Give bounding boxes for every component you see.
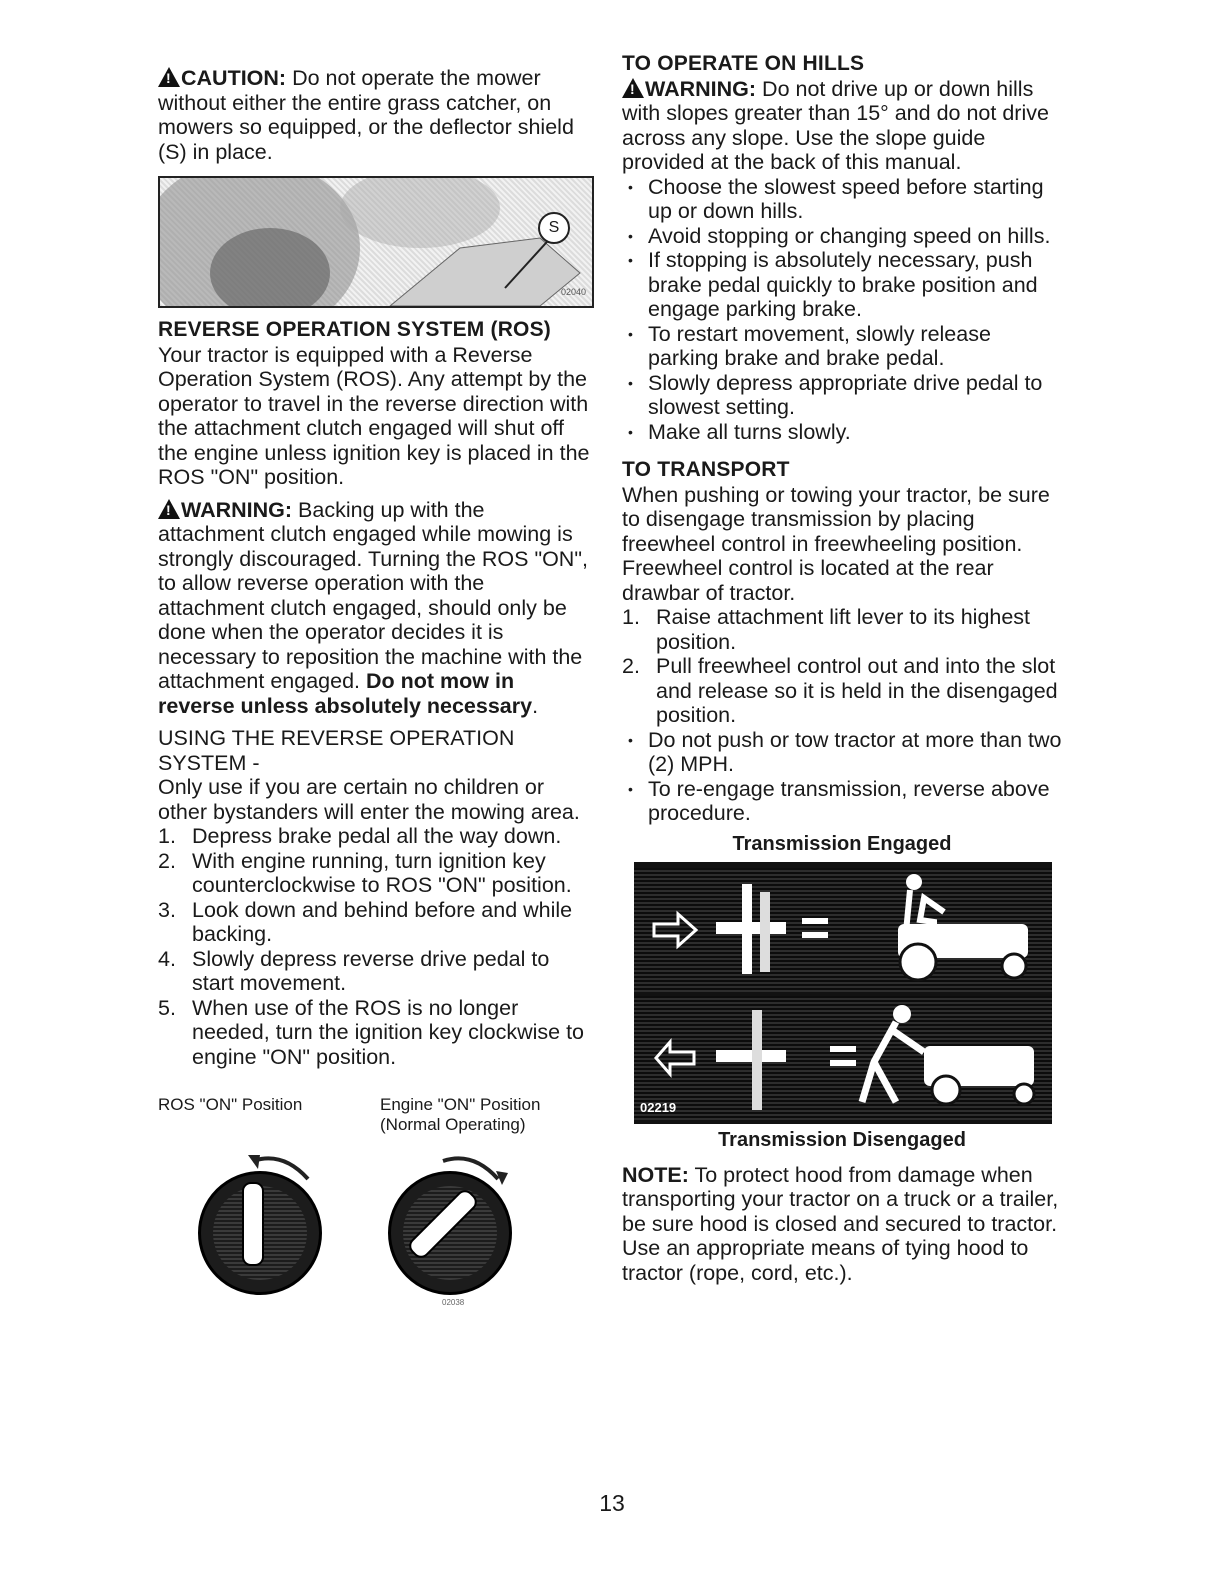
caution-paragraph xyxy=(158,66,590,164)
engine-on-ignition-knob xyxy=(388,1171,512,1295)
list-item: 2. With engine running, turn ignition key counterclockwise to ROS "ON" position. xyxy=(158,848,572,897)
list-item: • To restart movement, slowly release parking brake and brake pedal. xyxy=(622,322,1062,371)
ros-body: Your tractor is equipped with a Reverse Operation System (ROS). Any attempt by the operator to travel in the reverse direction with the attachment clutch engaged will shut off the engine unless ignition key is placed in the ROS "ON" position. xyxy=(158,342,590,489)
list-item: 1. Depress brake pedal all the way down. xyxy=(158,824,562,848)
deflector-shield-photo xyxy=(158,176,594,308)
warning-icon xyxy=(158,499,180,519)
transport-body: When pushing or towing your tractor, be sure to disengage transmission by placing freewheel control in freewheeling position. Freewheel control is located at the rear drawbar of tractor. xyxy=(622,482,1050,605)
list-item: • Do not push or tow tractor at more than two (2) MPH. xyxy=(622,728,1062,777)
list-item: 1. Raise attachment lift lever to its highest position. xyxy=(622,605,1031,654)
ros-on-position-label: ROS "ON" Position xyxy=(158,1095,303,1114)
using-ros-steps xyxy=(158,824,590,1069)
caution-label: CAUTION: xyxy=(181,66,287,90)
deflector-shield-s-label: S xyxy=(538,212,570,244)
transmission-pictograms xyxy=(634,862,1052,1124)
transport-bullets xyxy=(622,728,1062,826)
warning-bold-text: Do not mow in reverse unless absolutely necessary xyxy=(158,669,533,718)
ros-warning-paragraph xyxy=(158,498,590,719)
page-number: 13 xyxy=(599,1490,625,1516)
mower-illustration xyxy=(160,178,592,306)
list-item: 5. When use of the ROS is no longer needed, turn the ignition key clockwise to engine "ON" position. xyxy=(158,995,585,1069)
list-item: • Slowly depress appropriate drive pedal to slowest setting. xyxy=(622,371,1062,420)
transmission-disengaged-caption: Transmission Disengaged xyxy=(718,1129,966,1151)
list-item: • Make all turns slowly. xyxy=(622,420,1062,445)
engine-on-position-label: Engine "ON" Position (Normal Operating) xyxy=(380,1095,541,1134)
hills-bullets xyxy=(622,175,1062,445)
using-ros-intro: Only use if you are certain no children or other bystanders will enter the mowing area. xyxy=(158,775,580,824)
right-column xyxy=(622,52,1062,1285)
transmission-figure-code: 02219 xyxy=(640,1099,677,1115)
knob-labels xyxy=(158,1095,590,1149)
list-item: 3. Look down and behind before and while backing. xyxy=(158,897,573,946)
knob-figure-code: 02038 xyxy=(442,1298,465,1307)
hills-heading: TO OPERATE ON HILLS xyxy=(622,52,865,75)
note-label: NOTE: xyxy=(622,1162,689,1187)
knob-handle-icon xyxy=(242,1182,264,1266)
list-item: 4. Slowly depress reverse drive pedal to start movement. xyxy=(158,946,550,995)
caution-text: Do not operate the mower without either the entire grass catcher, on mowers so equipped, or the deflector shield (S) in place. xyxy=(158,66,574,164)
warning-label: WARNING: xyxy=(645,76,757,101)
hills-warning xyxy=(622,77,1062,175)
warning-label: WARNING: xyxy=(181,497,293,522)
caution-warning-icon xyxy=(158,67,180,87)
left-column xyxy=(158,52,590,1307)
warning-end: . xyxy=(532,693,539,718)
ignition-knobs-figure xyxy=(158,1149,590,1307)
ros-heading: REVERSE OPERATION SYSTEM (ROS) xyxy=(158,318,551,341)
list-item: • To re-engage transmission, reverse above procedure. xyxy=(622,777,1062,826)
warning-text: Backing up with the attachment clutch engaged while mowing is strongly discouraged. Turning the ROS "ON", to allow reverse operation with the attachment clutch engaged, should only be done when the operator decides it is necessary to reposition the machine with the attachment engaged. xyxy=(158,497,588,693)
list-item: • Choose the slowest speed before starting up or down hills. xyxy=(622,175,1062,224)
warning-icon xyxy=(622,78,644,98)
transmission-figure xyxy=(634,862,1052,1124)
figure-code: 02040 xyxy=(560,286,586,297)
transmission-engaged-caption: Transmission Engaged xyxy=(732,832,952,855)
transport-heading: TO TRANSPORT xyxy=(622,458,790,481)
using-ros-heading: USING THE REVERSE OPERATION SYSTEM - xyxy=(158,726,515,775)
list-item: • If stopping is absolutely necessary, push brake pedal quickly to brake position and engage parking brake. xyxy=(622,248,1062,322)
list-item: 2. Pull freewheel control out and into the slot and release so it is held in the disengaged position. xyxy=(622,654,1058,727)
ros-on-ignition-knob xyxy=(198,1171,322,1295)
transport-steps xyxy=(622,605,1062,728)
list-item: • Avoid stopping or changing speed on hills. xyxy=(622,224,1062,249)
warning-text: Do not drive up or down hills with slopes greater than 15° and do not drive across any slope. Use the slope guide provided at the back of this manual. xyxy=(622,76,1049,174)
note-paragraph xyxy=(622,1163,1062,1286)
note-text: To protect hood from damage when transporting your tractor on a truck or a trailer, be sure hood is closed and secured to tractor. Use an appropriate means of tying hood to tractor (rope, cord, etc.). xyxy=(622,1162,1059,1285)
